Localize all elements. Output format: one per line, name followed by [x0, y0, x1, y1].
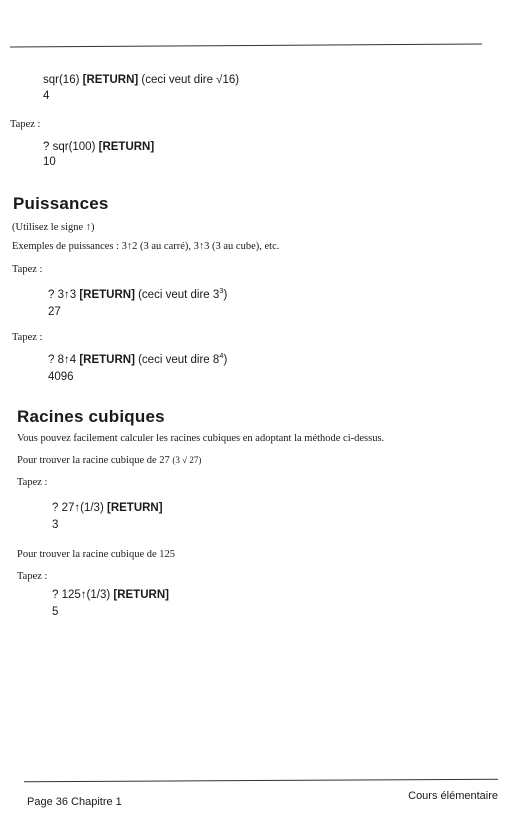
code-comment-close: ): [223, 354, 228, 366]
code-text: ? 125↑(1/3): [52, 589, 114, 601]
code-result: 3: [52, 519, 59, 531]
note-text: (Utilisez le signe ↑): [12, 222, 95, 233]
tapez-label: Tapez :: [12, 332, 43, 343]
return-key-label: [RETURN]: [79, 354, 135, 366]
find-125-line: Pour trouver la racine cubique de 125: [17, 549, 176, 560]
code-result: 4096: [48, 371, 74, 383]
code-line-8-pow-4: [48, 351, 228, 367]
section-title-puissances: Puissances: [13, 194, 109, 213]
code-line-sqr100: [43, 142, 154, 154]
return-key-label: [RETURN]: [113, 589, 169, 601]
examples-line: [12, 242, 279, 253]
return-key-label: [RETURN]: [98, 141, 155, 153]
code-line-27-cube-root: [52, 503, 163, 515]
exponent: 4: [219, 351, 224, 360]
code-text: ? 8↑4: [48, 354, 80, 366]
code-text: ? 27↑(1/3): [52, 502, 107, 514]
code-line-3-pow-3: [48, 286, 228, 302]
footer-page-label: Page 36 Chapitre 1: [27, 796, 122, 808]
return-key-label: [RETURN]: [79, 289, 135, 301]
code-line-sqr16: [43, 75, 239, 87]
examples-label: Exemples de puissances :: [12, 241, 122, 252]
code-text: sqr(16): [43, 74, 83, 86]
tapez-label: Tapez :: [17, 477, 48, 488]
code-result: 5: [52, 606, 59, 618]
tapez-label: Tapez :: [12, 264, 43, 275]
footer-book-title: Cours élémentaire: [408, 790, 498, 802]
find-27-line: [17, 456, 201, 467]
code-text: ? sqr(100): [43, 141, 99, 153]
code-comment: (ceci veut dire 8: [134, 354, 220, 366]
code-result: 10: [43, 156, 56, 168]
find-text: Pour trouver la racine cubique de 27: [17, 455, 173, 466]
code-comment-close: ): [223, 289, 228, 301]
bottom-rule: [24, 779, 498, 782]
intro-text: Vous pouvez facilement calculer les racines cubiques en adoptant la méthode ci-dessus.: [17, 433, 385, 444]
examples-text: 3↑2 (3 au carré), 3↑3 (3 au cube), etc.: [121, 241, 280, 252]
exponent: 3: [219, 286, 224, 295]
tapez-label: Tapez :: [17, 571, 48, 582]
code-comment: (ceci veut dire √16): [138, 74, 240, 86]
section-title-racines-cubiques: Racines cubiques: [17, 407, 165, 426]
tapez-label: Tapez :: [10, 119, 41, 130]
code-comment: (ceci veut dire 3: [134, 289, 220, 301]
code-result: 27: [48, 306, 61, 318]
code-result: 4: [43, 90, 50, 102]
return-key-label: [RETURN]: [82, 74, 139, 86]
top-rule: [10, 44, 482, 48]
return-key-label: [RETURN]: [106, 502, 163, 514]
code-text: ? 3↑3: [48, 289, 80, 301]
find-formula: (3 √ 27): [172, 455, 202, 465]
code-line-125-cube-root: [52, 590, 169, 602]
